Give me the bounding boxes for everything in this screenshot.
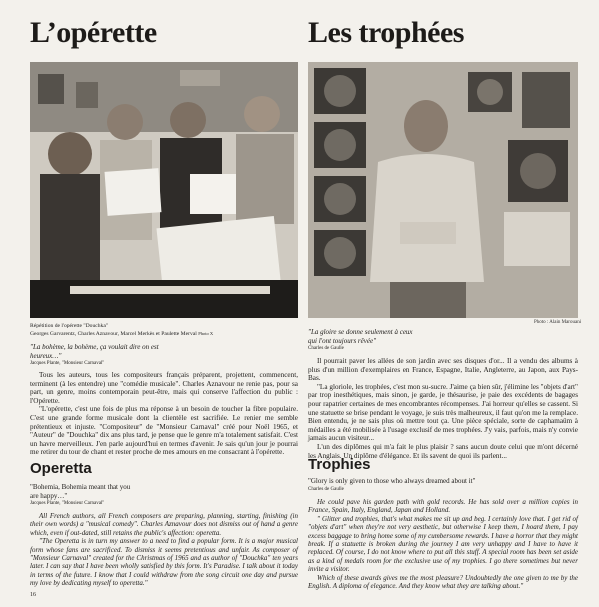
quote-en: "Glory is only given to those who always dreamed about it" Charles de Gaulle [308, 477, 476, 492]
trophies-photo [308, 62, 578, 318]
trophies-subhead: Trophies [308, 456, 371, 473]
body-fr: Il pourrait paver les allées de son jardin avec ses disques d'or... Il a vendu des albums à plus d'un million d'exemplaires en France, Espagne, Italie, Angleterre, au Japon, aux Pays-Bas. "La gloriole, les trophées, c'est mon su-sucre. J'aime ça bien sûr, j'élimine les "objets d'art" par trop inesthétiques, mais sinon, je garde, je thésaurise, je paie des excédents de bagages pour rapatrier certaines de mes encombrantes récompenses. J'ai horreur qu'elles se cassent. Si une statuette se brise pendant le voyage, je suis très malheureux, il faut qu'on me la remplace. Bien entendu, je ne sais plus où mettre tout ça. Une pièce spéciale, sorte de caphamaüm à médailles a été mobilisée à l'usage exclusif de mes trophées. J'y vais, parfois, mais n'y convie jamais aucun visiteur... L'un des diplômes qui m'a fait le plus plaisir ? sans aucun doute celui que m'ont décerné les Anglais. Un diplôme d'élégance. Et ils savent de quoi ils parlent... [308, 357, 578, 460]
trophies-heading: Les trophées [308, 16, 464, 49]
photo-caption: Répétition de l'opérette "Douchka" Georges Garvarentz, Charles Aznavour, Marcel Merkès et Paulette Merval Photo X [30, 323, 214, 337]
operetta-rehearsal-photo [30, 62, 298, 318]
body-fr: Tous les auteurs, tous les compositeurs français préparent, projettent, commencent, terminent (à les entendre) une "comédie musicale". Charles Aznavour ne renie pas, pour sa part, un genre, moins contemporain peut-être, mais qui conserve l'affection du public : l'Opérette. "L'opérette, c'est une fois de plus ma réponse à un besoin de toucher la fibre populaire. C'est une grande forme musicale dont la clientèle est sacrifiée. Le renier me semble prétentieux et injuste. "Compositeur" de "Monsieur Carnaval" créé pour Noël 1965, et "Auteur" de "Douchka" dix ans plus tard, je pense que le genre m'a totalement satisfait. C'est un havre merveilleux. J'en parle aujourd'hui en termes d'avenir. Je sais qu'un jour je pourrai me retirer du tour de chant et rester proche de mes amours en me consacrant à l'opérette. [30, 371, 298, 457]
quote-fr: "La bohème, la bohème, ça voulait dire on est heureux…" Jacques Plante, "Monsieur Carnaval" [30, 343, 159, 366]
page-number: 16 [30, 592, 36, 598]
operetta-heading: L’opérette [30, 16, 157, 49]
photo-credit: Photo : Alain Marouani [534, 320, 582, 325]
quote-en: "Bohemia, Bohemia meant that you are happy…" Jacques Plante, "Monsieur Carnaval" [30, 483, 131, 506]
body-en: All French authors, all French composers are preparing, planning, starting, finishing (in their own words) a "musical comedy". Charles Aznavour does not dismiss out of hand a genre which, even if out-dated, still retains the public's affection: operetta. "The Operetta is in turn my answer to a need to find a popular form. It is a major musical form whose fans are sacrificed. To dismiss it seems pretentious and unfair. As composer of "Monsieur Carnaval" created for the Christmas of 1965 and as author of "Douchka" ten years later. I can say that I have been wholly satisfied by this form. It's Paradise. I talk about it today in terms of the future. I know that I could withdraw from the song circuit one day and pursue my love by dedicating myself to operetta." [30, 512, 298, 588]
body-en: He could pave his garden path with gold records. He has sold over a million copies in France, Spain, Italy, England, Japan and Holland. " Glitter and trophies, that's what makes me sit up and beg. I certainly love that. I get rid of "objets d'art" when they're not very aesthetic, but otherwise I keep them, I hoard them, I pay excess baggage to bring home some of my cumbersome rewards. I have a horror that they might break. If a statuette is broken during the journey I am very unhappy and I have to have it replaced. Of course, I do not know where to put all this stuff. A special room has been set aside as a kind of medals room for the exclusive use of my trophies. I go there sometimes but never invite a visitor. Which of these awards gives me the most pleasure? Undoubtedly the one given to me by the English. A diploma of elegance. And they know what they are talking about." [308, 498, 578, 591]
operetta-subhead: Operetta [30, 460, 92, 477]
quote-fr: "La gloire se donne seulement à ceux qui l'ont toujours rêvée" Charles de Gaulle [308, 328, 413, 351]
